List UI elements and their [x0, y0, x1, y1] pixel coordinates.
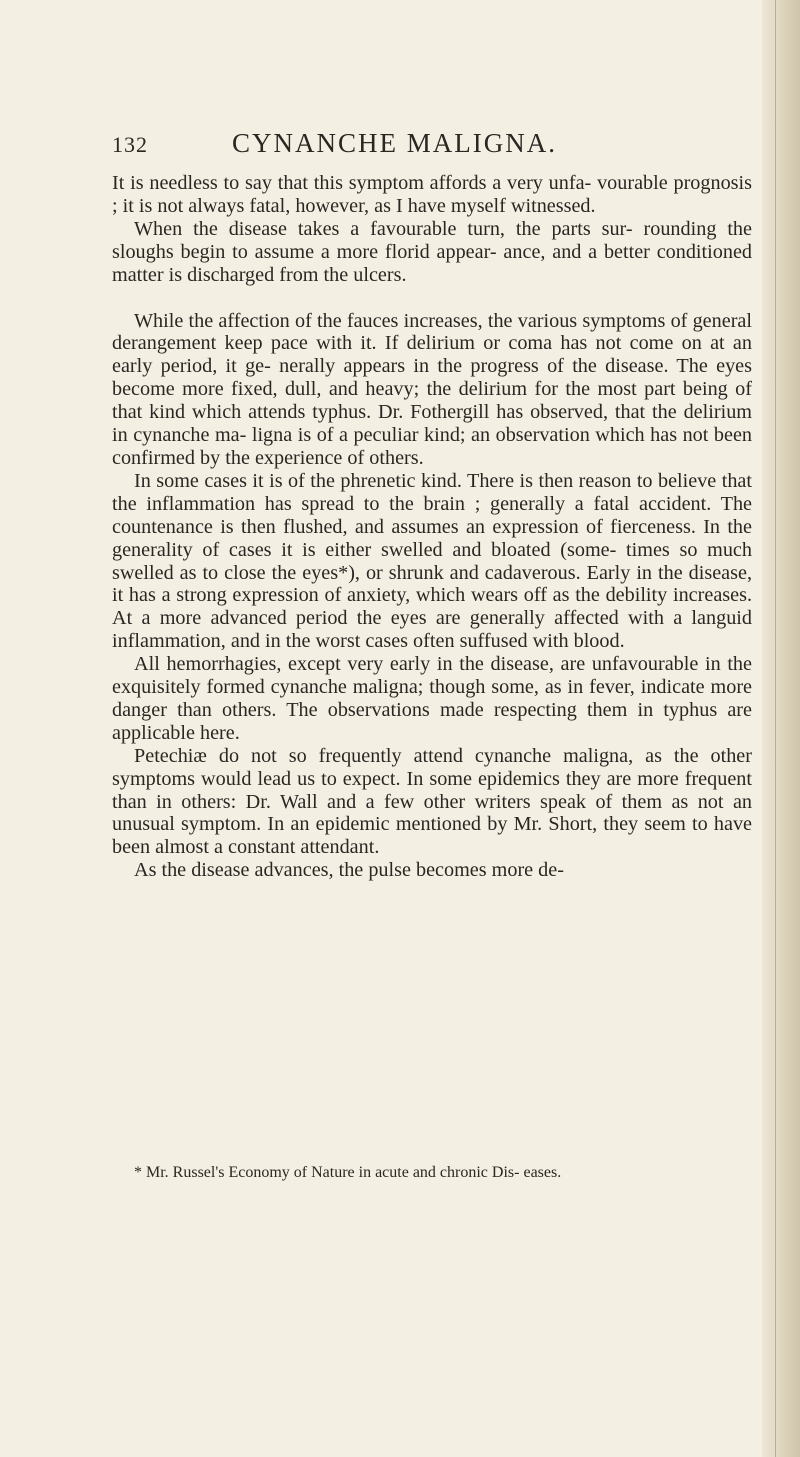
body-text	[112, 172, 752, 882]
page-header	[112, 128, 752, 168]
paragraph-7: As the disease advances, the pulse becomes more de-	[134, 859, 564, 882]
page-gutter-line	[775, 0, 776, 1457]
page-edge-shadow	[762, 0, 800, 1457]
page-number: 132	[112, 132, 148, 157]
running-title: CYNANCHE MALIGNA.	[232, 128, 557, 158]
paragraph-6: Petechiæ do not so frequently attend cynanche maligna, as the other symptoms would lead us to expect. In some epidemics they are more frequent than in others: Dr. Wall and a few other writers speak of them as not an unusual symptom. In an epidemic mentioned by Mr. Short, they seem to have been almost a constant attendant.	[112, 744, 752, 859]
paragraph-2: When the disease takes a favourable turn, the parts sur- rounding the sloughs begin to assume a more florid appear- ance, and a better conditioned matter is discharged from the ulcers.	[112, 217, 752, 286]
footnote: * Mr. Russel's Economy of Nature in acute and chronic Dis- eases.	[134, 1164, 562, 1181]
paragraph-3: While the affection of the fauces increases, the various symptoms of general derangement keep pace with it. If delirium or coma has not come on at an early period, it ge- nerally appears in the progress of the disease. The eyes become more fixed, dull, and heavy; the delirium for the most part being of that kind which attends typhus. Dr. Fothergill has observed, that the delirium in cynanche ma- ligna is of a peculiar kind; an observation which has not been confirmed by the experience of others.	[112, 309, 752, 469]
paragraph-5: All hemorrhagies, except very early in the disease, are unfavourable in the exquisitely formed cynanche maligna; though some, as in fever, indicate more danger than others. The observations made respecting them in typhus are applicable here.	[112, 653, 752, 744]
paragraph-1: It is needless to say that this symptom affords a very unfa- vourable prognosis ; it is not always fatal, however, as I have myself witnessed.	[112, 172, 752, 217]
paragraph-4: In some cases it is of the phrenetic kind. There is then reason to believe that the inflammation has spread to the brain ; generally a fatal accident. The countenance is then flushed, and assumes an expression of fierceness. In the generality of cases it is either swelled and bloated (some- times so much swelled as to close the eyes*), or shrunk and cadaverous. Early in the disease, it has a strong expression of anxiety, which wears off as the debility increases. At a more advanced period the eyes are generally affected with a languid inflammation, and in the worst cases often suffused with blood.	[112, 469, 752, 653]
